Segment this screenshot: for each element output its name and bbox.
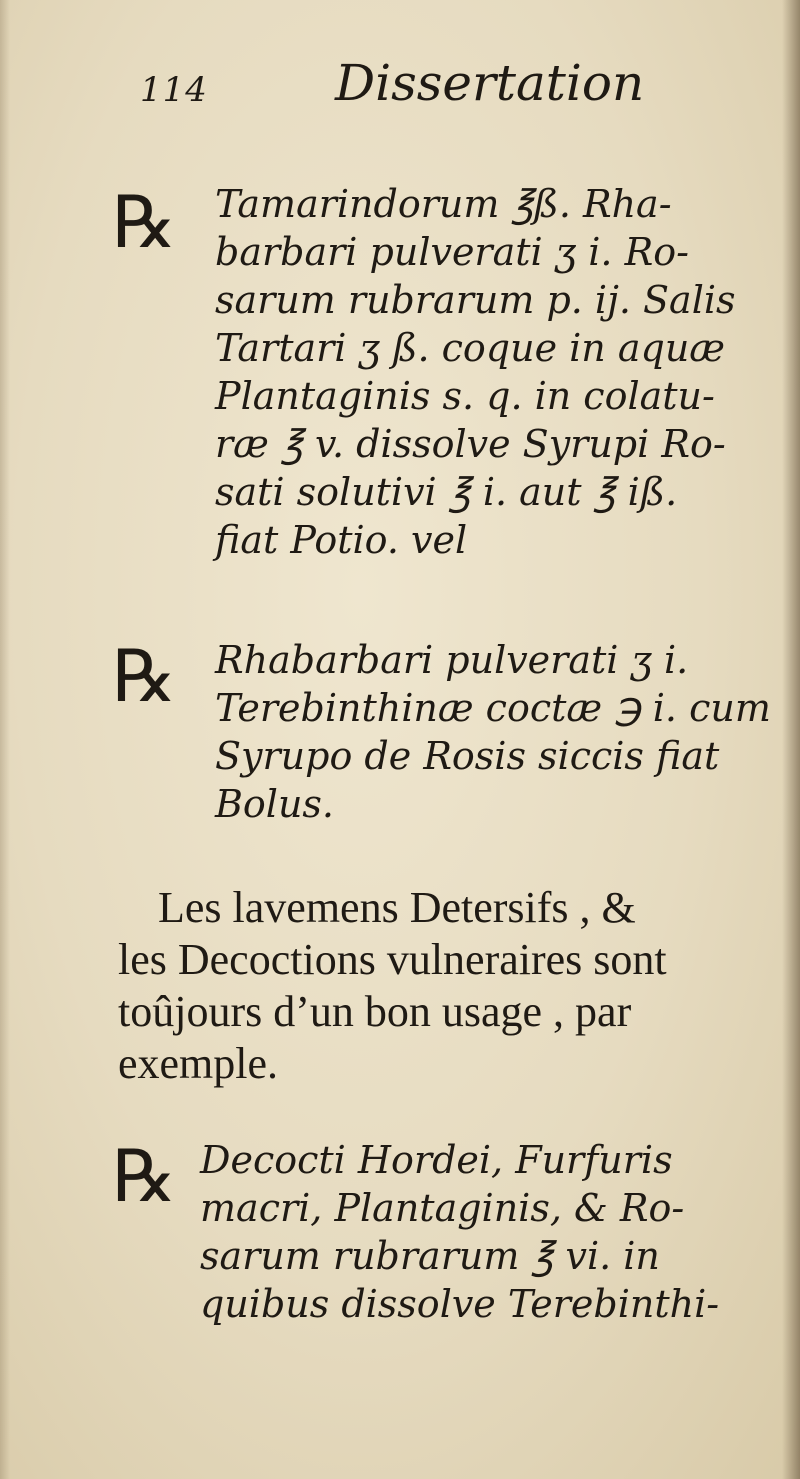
recipe-line: Rhabarbari pulverati ʒ i. (215, 638, 689, 682)
prose-line: les Decoctions vulneraires sont (118, 935, 667, 984)
recipe-line: sarum rubrarum ℥ vi. in (200, 1234, 660, 1278)
recipe-line: Tamarindorum ℥ß. Rha- (215, 182, 672, 226)
prose-line: exemple. (118, 1039, 279, 1088)
recipe-line: Terebinthinæ coctæ ℈ i. cum (215, 686, 771, 730)
recipe-line: barbari pulverati ʒ i. Ro- (215, 230, 689, 274)
recipe-line: Plantaginis s. q. in colatu- (215, 374, 715, 418)
page-edge-shadow (0, 0, 10, 1479)
prose-paragraph (118, 882, 667, 1090)
recipe-symbol: ℞ (112, 180, 177, 264)
recipe-line: macri, Plantaginis, & Ro- (200, 1186, 685, 1230)
page-number: 114 (140, 70, 208, 110)
recipe-symbol: ℞ (112, 634, 177, 718)
recipe-line: sati solutivi ℥ i. aut ℥ iß. (215, 470, 678, 514)
recipe-line: quibus dissolve Terebinthi- (200, 1282, 720, 1326)
recipe-line: ræ ℥ v. dissolve Syrupi Ro- (215, 422, 726, 466)
recipe-line: Decocti Hordei, Furfuris (200, 1138, 673, 1182)
recipe-text (215, 180, 736, 564)
recipe-text (200, 1136, 719, 1328)
page-gutter-shadow (782, 0, 800, 1479)
recipe-symbol: ℞ (112, 1134, 177, 1218)
page-header (0, 48, 800, 118)
recipe-line: sarum rubrarum p. ij. Salis (215, 278, 736, 322)
prose-line: toûjours d’un bon usage , par (118, 987, 632, 1036)
recipe-text (215, 636, 771, 828)
recipe-line: Tartari ʒ ß. coque in aquæ (215, 326, 726, 370)
prose-line: Les lavemens Detersifs , & (158, 883, 636, 932)
running-title: Dissertation (335, 54, 645, 112)
recipe-line: fiat Potio. vel (215, 518, 468, 562)
recipe-line: Bolus. (215, 782, 335, 826)
recipe-line: Syrupo de Rosis siccis fiat (215, 734, 720, 778)
